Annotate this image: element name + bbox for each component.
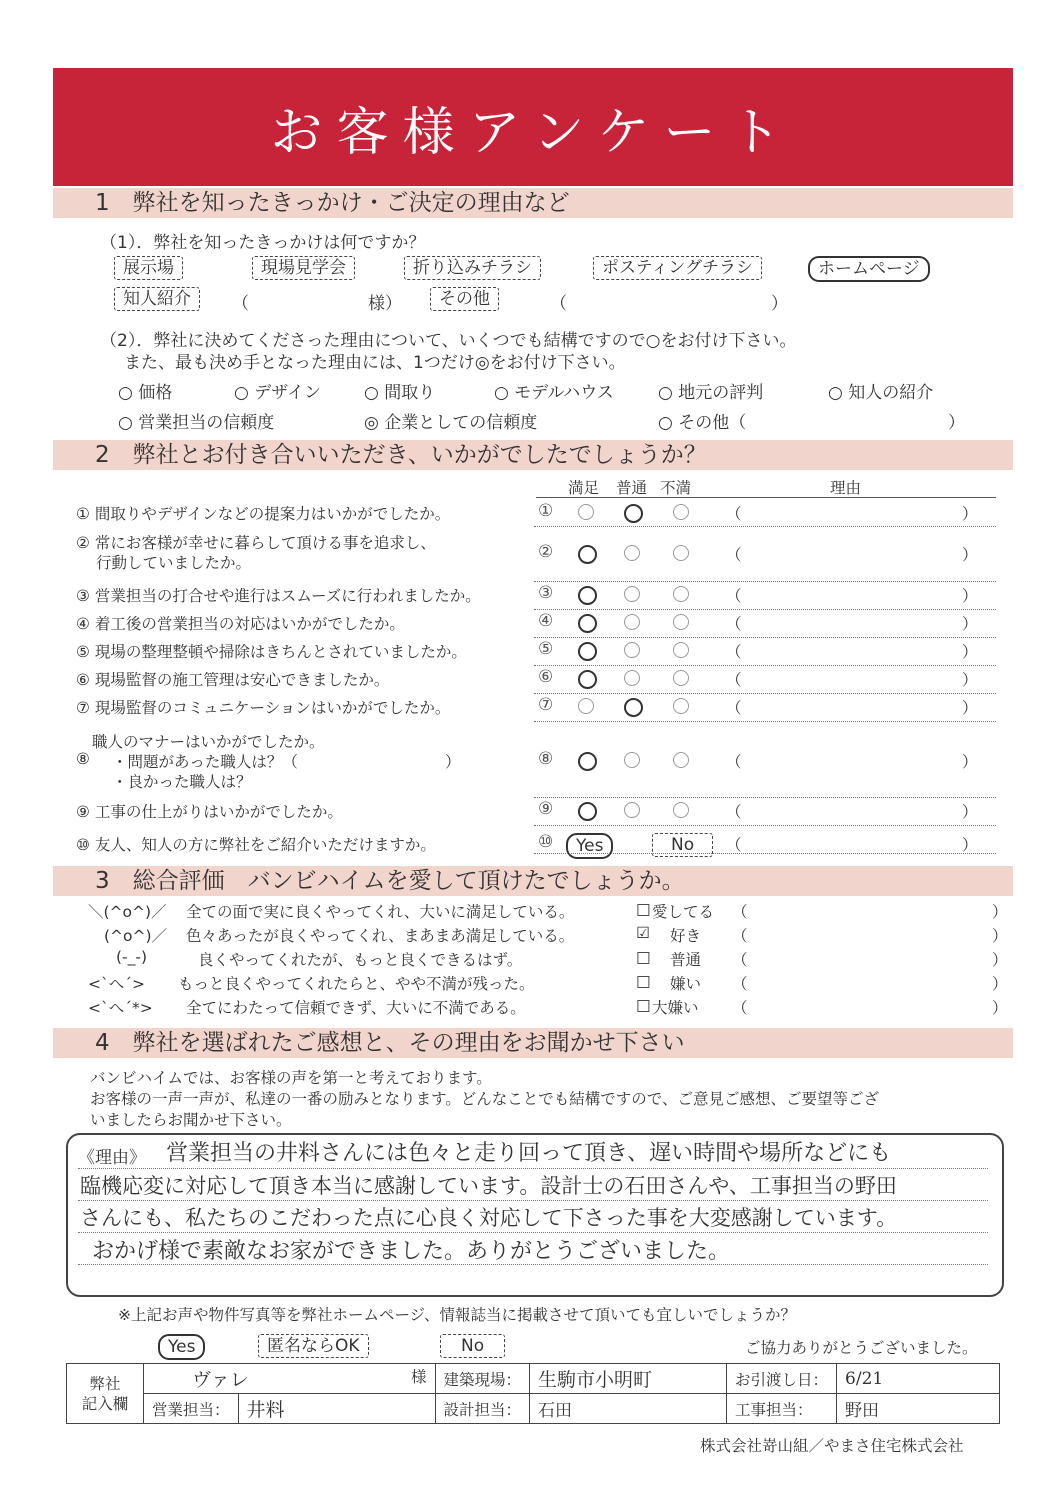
col-dissatisfied: 不満	[660, 479, 692, 497]
reason-paren-close: ）	[962, 803, 978, 821]
comment-line: おかげ様で素敵なお家ができました。ありがとうございました。	[92, 1239, 731, 1264]
row-rule	[534, 825, 996, 826]
face-emoticon: <`へ´*>	[88, 999, 153, 1017]
section4-heading-text: 4 弊社を選ばれたご感想と、その理由をお聞かせ下さい	[95, 1030, 685, 1056]
row-rule	[534, 853, 996, 854]
col-reason: 理由	[830, 479, 862, 497]
rating-text: もっと良くやってくれたらと、やや不満が残った。	[178, 975, 535, 993]
rating-radio[interactable]	[673, 670, 689, 686]
rating-checkbox[interactable]: □	[636, 996, 651, 1014]
comment-rule	[78, 1168, 988, 1169]
row-number: ①	[538, 501, 554, 521]
reason-paren-close: ）	[962, 836, 978, 854]
rating-radio[interactable]	[624, 545, 640, 561]
rating-radio[interactable]	[578, 670, 597, 689]
page-title: お客様アンケート	[270, 103, 796, 163]
row-number: ⑥	[538, 667, 554, 687]
consent-question: ※上記お声や物件写真等を弊社ホームページ、情報誌当に掲載させて頂いても宜しいでしょうか？	[118, 1306, 796, 1324]
question-text: ③ 営業担当の打合せや進行はスムーズに行われましたか。	[76, 587, 481, 605]
q2-line2: また、最も決め手となった理由には、1つだけ◎をお付け下さい。	[124, 353, 626, 373]
face-emoticon: <`へ´>	[88, 975, 145, 993]
section2-heading-text: 2 弊社とお付き合いいただき、いかがでしたでしょうか？	[95, 442, 707, 468]
reason-price-label: 価格	[138, 383, 173, 403]
reason-paren-open: （	[726, 836, 742, 854]
question-text: 職人のマナーはいかがでしたか。	[92, 733, 325, 751]
referral-paren-open: （	[232, 294, 249, 314]
rating-text: 色々あったが良くやってくれ、まあまあ満足している。	[186, 927, 575, 945]
section1-heading-text: 1 弊社を知ったきっかけ・ご決定の理由など	[95, 190, 570, 216]
design-label: 設計担当：	[435, 1394, 530, 1424]
construction-value: 野田	[845, 1401, 880, 1421]
face-emoticon: (-_-)	[116, 948, 148, 966]
rating-radio[interactable]	[578, 642, 597, 661]
rating-radio[interactable]	[578, 586, 597, 605]
section4-heading	[53, 1028, 1013, 1058]
q1-text: （1）．弊社を知ったきっかけは何ですか？	[100, 233, 426, 253]
paren-open: （	[732, 975, 748, 993]
comment-rule	[78, 1200, 988, 1201]
paren-open: （	[732, 951, 748, 969]
option-other[interactable]: その他	[430, 287, 499, 311]
question-text: ・良かった職人は？	[112, 773, 252, 791]
reason-circle-selected: ○	[118, 383, 133, 403]
paren-close: ）	[992, 951, 1008, 969]
sales-value: 井料	[246, 1399, 285, 1421]
rating-checkbox[interactable]: □	[636, 972, 651, 990]
thanks-text: ご協力ありがとうございました。	[745, 1339, 978, 1357]
other-paren: （ ）	[550, 294, 788, 314]
footer-company: 株式会社嵜山組／やまさ住宅株式会社	[700, 1437, 964, 1455]
option-posting-flyer[interactable]: ポスティングチラシ	[593, 256, 762, 280]
consent-yes[interactable]: Yes	[158, 1334, 205, 1360]
question-text: ⑤ 現場の整理整頓や掃除はきちんとされていましたか。	[76, 643, 467, 661]
intro-line1: バンビハイムでは、お客様の声を第一と考えております。	[90, 1069, 492, 1087]
company-info-table	[66, 1363, 1000, 1424]
site-value: 生駒市小明町	[538, 1369, 653, 1391]
reason-price[interactable]	[118, 378, 172, 403]
company-label-cell	[67, 1364, 144, 1424]
reason-sales-trust[interactable]: ○ 営業担当の信頼度	[118, 413, 275, 433]
paren-close: ）	[992, 999, 1008, 1017]
reason-company-trust-label: 企業としての信頼度	[384, 413, 538, 433]
rating-label: 普通	[670, 951, 702, 969]
section3-heading-text: 3 総合評価 バンビハイムを愛して頂けたでしょうか。	[95, 868, 685, 894]
rating-radio[interactable]	[624, 698, 643, 717]
yes-option[interactable]: Yes	[566, 833, 613, 859]
reason-other-label: その他（	[678, 413, 747, 433]
rating-text: 全ての面で実に良くやってくれ、大いに満足している。	[186, 903, 575, 921]
question-text: ① 間取りやデザインなどの提案力はいかがでしたか。	[76, 505, 451, 523]
no-option[interactable]: No	[652, 833, 713, 857]
rating-label: 好き	[670, 927, 702, 945]
reason-company-trust[interactable]	[364, 408, 537, 433]
rating-label: 大嫌い	[652, 999, 699, 1017]
site-label: 建築現場：	[435, 1364, 530, 1394]
col-normal: 普通	[616, 479, 648, 497]
rating-radio[interactable]	[673, 642, 689, 658]
option-site-tour[interactable]: 現場見学会	[252, 256, 355, 280]
reason-local-reputation-label: 地元の評判	[678, 383, 764, 403]
question-text: ・問題があった職人は？（	[112, 753, 298, 771]
rating-radio[interactable]	[578, 698, 594, 714]
rating-radio[interactable]	[673, 698, 689, 714]
option-flyer[interactable]: 折り込みチラシ	[404, 256, 541, 280]
reason-paren-open: （	[726, 587, 742, 605]
comment-rule	[78, 1232, 988, 1233]
reason-paren-open: （	[726, 505, 742, 523]
rating-radio[interactable]	[624, 642, 640, 658]
rating-radio[interactable]	[578, 545, 597, 564]
double-circle-icon: ◎	[364, 413, 379, 433]
col-header-rule	[536, 497, 996, 498]
col-satisfied: 満足	[568, 479, 600, 497]
reason-acquaintance-label: 知人の紹介	[848, 383, 934, 403]
paren-open: （	[732, 903, 748, 921]
rating-radio[interactable]	[673, 586, 689, 602]
row-rule	[534, 609, 996, 610]
rating-radio[interactable]	[624, 752, 640, 768]
row-rule	[534, 797, 996, 798]
row-rule	[534, 581, 996, 582]
comment-line: 臨機応変に対応して頂き本当に感謝しています。設計士の石田さんや、工事担当の野田	[80, 1174, 897, 1198]
rating-radio[interactable]	[624, 802, 640, 818]
section1-heading	[53, 188, 1013, 218]
rating-radio[interactable]	[624, 614, 640, 630]
option-homepage[interactable]: ホームページ	[808, 256, 930, 282]
customer-cell	[144, 1364, 436, 1394]
row-rule	[534, 637, 996, 638]
section3-heading	[53, 866, 1013, 896]
reason-floorplan[interactable]: ○ 間取り	[364, 383, 436, 403]
reason-paren-open: （	[726, 546, 742, 564]
construction-cell	[837, 1394, 1000, 1424]
reason-local-reputation[interactable]: ○ 地元の評判	[658, 383, 764, 403]
question-text: ⑥ 現場監督の施工管理は安心できましたか。	[76, 671, 390, 689]
row-rule	[534, 665, 996, 666]
reason-paren-close: ）	[962, 615, 978, 633]
reason-paren-open: （	[726, 671, 742, 689]
rating-label: 愛してる	[652, 903, 715, 921]
question-number: ⑧	[76, 750, 90, 768]
intro-line3: いましたらお聞かせ下さい。	[90, 1111, 292, 1129]
option-showroom[interactable]: 展示場	[114, 256, 183, 280]
question-text: ④ 着工後の営業担当の対応はいかがでしたか。	[76, 615, 405, 633]
design-cell	[530, 1394, 727, 1424]
reason-label: 《理由》	[78, 1148, 146, 1168]
rating-radio[interactable]	[673, 802, 689, 818]
handover-cell	[837, 1364, 1000, 1394]
rating-radio[interactable]	[673, 545, 689, 561]
rating-radio[interactable]	[673, 752, 689, 768]
paren-open: （	[732, 927, 748, 945]
rating-text: 良くやってくれたが、もっと良くできるはず。	[198, 951, 523, 969]
rating-radio[interactable]	[578, 802, 597, 821]
rating-checkbox[interactable]: □	[636, 900, 651, 918]
reason-other-close: ）	[948, 413, 965, 433]
question-text: ② 常にお客様が幸せに暮らして頂ける事を追求し、	[76, 534, 436, 552]
design-value: 石田	[538, 1401, 573, 1421]
reason-paren-open: （	[726, 643, 742, 661]
row-number: ③	[538, 583, 554, 603]
row-rule	[534, 693, 996, 694]
q2-line1: （2）．弊社に決めてくださった理由について、いくつでも結構ですので○をお付け下さい。	[100, 331, 797, 351]
rating-checkbox[interactable]: □	[636, 948, 651, 966]
sales-cell	[238, 1394, 435, 1424]
reason-paren-close: ）	[962, 505, 978, 523]
intro-line2: お客様の一声一声が、私達の一番の励みとなります。どんなことでも結構ですので、ご意見ご感想、ご要望等ござ	[90, 1090, 879, 1108]
question-text: ⑦ 現場監督のコミュニケーションはいかがでしたか。	[76, 699, 451, 717]
rating-radio[interactable]	[673, 614, 689, 630]
reason-paren-close: ）	[962, 699, 978, 717]
reason-paren-open: （	[726, 699, 742, 717]
reason-model-house-label: モデルハウス	[514, 383, 614, 403]
face-emoticon: (^o^)／	[104, 927, 168, 945]
rating-label: 嫌い	[670, 975, 702, 993]
row-number: ④	[538, 611, 554, 631]
paren-close: ）	[992, 927, 1008, 945]
handover-label: お引渡し日：	[727, 1364, 837, 1394]
paren-close: ）	[992, 903, 1008, 921]
reason-sales-trust-label: 営業担当の信頼度	[138, 413, 275, 433]
rating-checkbox[interactable]: ☑	[636, 924, 650, 942]
reason-floorplan-label: 間取り	[384, 383, 436, 403]
option-referral[interactable]: 知人紹介	[114, 287, 200, 311]
row-number: ⑤	[538, 639, 554, 659]
row-rule	[534, 526, 996, 527]
question-text: 行動していましたか。	[96, 554, 252, 572]
reason-other[interactable]: ○ その他（	[658, 413, 747, 433]
row-number: ⑦	[538, 695, 554, 715]
rating-text: 全てにわたって信頼できず、大いに不満である。	[186, 999, 526, 1017]
reason-paren-close: ）	[962, 753, 978, 771]
rating-radio[interactable]	[624, 586, 640, 602]
reason-paren-close: ）	[962, 671, 978, 689]
rating-radio[interactable]	[578, 504, 594, 520]
row-number: ⑧	[538, 749, 554, 769]
comment-line: 営業担当の井料さんには色々と走り回って頂き、遅い時間や場所などにも	[166, 1141, 892, 1166]
row-number: ⑨	[538, 799, 554, 819]
reason-design-label: デザイン	[254, 383, 322, 403]
rating-radio[interactable]	[624, 670, 640, 686]
construction-label: 工事担当：	[727, 1394, 837, 1424]
sales-label: 営業担当：	[144, 1394, 239, 1424]
customer-name: ヴァレ	[192, 1369, 249, 1391]
rating-radio[interactable]	[624, 504, 643, 523]
comment-line: さんにも、私たちのこだわった点に心良く対応して下さった事を大変感謝しています。	[80, 1206, 898, 1230]
reason-paren-open: （	[726, 615, 742, 633]
row-rule	[534, 721, 996, 722]
question-text: ⑨ 工事の仕上がりはいかがでしたか。	[76, 803, 343, 821]
consent-anonymous[interactable]: 匿名ならOK	[258, 1334, 369, 1358]
reason-paren-close: ）	[962, 643, 978, 661]
rating-radio[interactable]	[578, 614, 597, 633]
company-label: 記入欄	[81, 1394, 129, 1413]
rating-radio[interactable]	[673, 504, 689, 520]
rating-radio[interactable]	[578, 752, 597, 771]
reason-model-house[interactable]: ○ モデルハウス	[494, 383, 614, 403]
face-emoticon: ＼(^o^)／	[88, 903, 167, 921]
reason-paren-close: ）	[962, 587, 978, 605]
reason-paren-open: （	[726, 753, 742, 771]
question-text: ⑩ 友人、知人の方に弊社をご紹介いただけますか。	[76, 836, 436, 854]
site-cell	[530, 1364, 727, 1394]
row-number: ⑩	[538, 832, 554, 852]
reason-acquaintance[interactable]: ○ 知人の紹介	[828, 383, 934, 403]
customer-sama: 様	[411, 1368, 427, 1386]
handover-value: 6/21	[845, 1368, 884, 1389]
row-number: ②	[538, 542, 554, 562]
paren-open: （	[732, 999, 748, 1017]
referral-sama: 様）	[368, 294, 402, 314]
section2-heading	[53, 440, 1013, 470]
consent-no[interactable]: No	[440, 1334, 505, 1358]
question-text: ）	[445, 753, 461, 771]
company-label: 弊社	[89, 1374, 121, 1393]
reason-design[interactable]: ○ デザイン	[234, 383, 322, 403]
reason-paren-close: ）	[962, 546, 978, 564]
paren-close: ）	[992, 975, 1008, 993]
reason-paren-open: （	[726, 803, 742, 821]
